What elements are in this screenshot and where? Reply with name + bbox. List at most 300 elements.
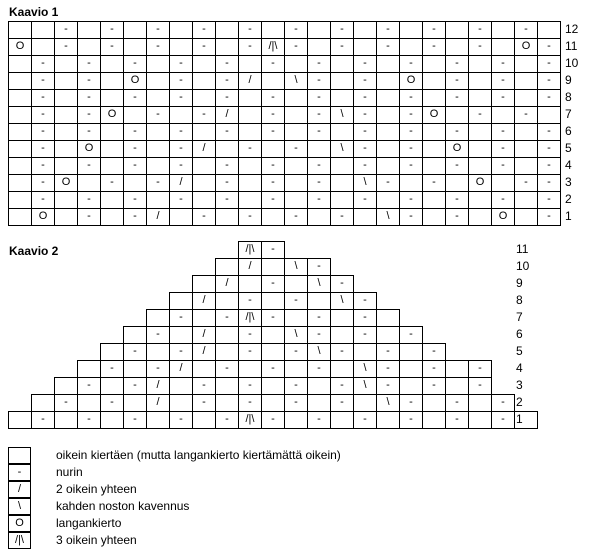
chart1-stitch-cell: - [31,174,55,192]
chart1-row-number: 3 [565,175,572,189]
chart1-stitch-cell [146,140,170,158]
chart1-row-number: 2 [565,192,572,206]
chart1-stitch-cell: \ [353,174,377,192]
chart2-stitch-cell: - [376,360,400,378]
legend-symbol: O [8,515,31,532]
chart1-stitch-cell: - [238,38,262,56]
chart2-stitch-cell [192,411,216,429]
chart1-stitch-cell [514,157,538,175]
chart2-stitch-cell [468,394,492,412]
chart1-stitch-cell [284,106,308,124]
chart2-stitch-cell: - [399,411,423,429]
chart2-stitch-cell: / [192,343,216,361]
chart1-stitch-cell: O [491,208,515,226]
chart2-stitch-cell: / [146,377,170,395]
chart1-stitch-cell [261,208,285,226]
chart1-stitch-cell [123,38,147,56]
chart1-stitch-cell [491,38,515,56]
chart1-stitch-cell: - [238,140,262,158]
chart2-stitch-cell: / [146,394,170,412]
chart1-row-number: 5 [565,141,572,155]
chart2-stitch-cell [376,309,400,327]
chart2-stitch-cell: - [123,377,147,395]
chart1-stitch-cell [514,72,538,90]
chart1-stitch-cell: - [537,174,561,192]
chart2-stitch-cell [8,411,32,429]
chart2-stitch-cell [261,258,285,276]
chart1-stitch-cell: - [215,174,239,192]
chart2-stitch-cell: - [238,292,262,310]
chart2-stitch-cell [376,411,400,429]
chart1-stitch-cell [376,72,400,90]
chart2-stitch-cell [169,394,193,412]
chart1-stitch-cell: - [537,55,561,73]
legend-symbol: \ [8,498,31,515]
chart1-stitch-cell: - [353,140,377,158]
legend-symbol [8,447,31,464]
chart1-stitch-cell: - [31,157,55,175]
chart1-stitch-cell [238,191,262,209]
chart2-stitch-cell: \ [353,377,377,395]
chart1-stitch-cell [491,174,515,192]
chart1-stitch-cell: - [491,191,515,209]
chart2-stitch-cell: \ [307,275,331,293]
chart2-stitch-cell [307,394,331,412]
chart2-stitch-cell [100,343,124,361]
chart2-stitch-cell: - [261,411,285,429]
chart1-stitch-cell [146,55,170,73]
chart2-stitch-cell: - [238,326,262,344]
chart1-stitch-cell [399,174,423,192]
chart1-stitch-cell [422,140,446,158]
chart1-stitch-cell: - [468,21,492,39]
chart1-stitch-cell: / [238,72,262,90]
chart1-stitch-cell: - [123,55,147,73]
chart2-stitch-cell [192,309,216,327]
chart1-stitch-cell: - [514,174,538,192]
chart1-stitch-cell [238,55,262,73]
chart2-stitch-cell: - [77,411,101,429]
chart1-stitch-cell [54,208,78,226]
chart2-stitch-cell: \ [284,326,308,344]
chart1-stitch-cell: - [307,89,331,107]
chart1-stitch-cell: - [31,191,55,209]
chart1-stitch-cell: - [399,140,423,158]
chart2-stitch-cell [261,343,285,361]
chart2-stitch-cell: - [146,360,170,378]
chart1-stitch-cell [422,208,446,226]
chart2-stitch-cell [215,394,239,412]
chart1-stitch-cell [123,21,147,39]
chart2-stitch-cell: - [353,411,377,429]
chart2-row-number: 7 [516,310,523,324]
chart2-stitch-cell: - [192,394,216,412]
chart1-stitch-cell: - [77,72,101,90]
chart1-stitch-cell: - [353,89,377,107]
chart1-stitch-cell [54,140,78,158]
chart1-stitch-cell: - [123,208,147,226]
chart1-stitch-cell: - [307,123,331,141]
chart1-stitch-cell [491,106,515,124]
chart2-stitch-cell [54,411,78,429]
chart1-stitch-cell: - [31,106,55,124]
chart1-stitch-cell [307,208,331,226]
chart2-stitch-cell [100,377,124,395]
chart1-stitch-cell [261,72,285,90]
chart1-stitch-cell: - [100,174,124,192]
chart1-stitch-cell [376,55,400,73]
chart2-stitch-cell: - [261,360,285,378]
chart1-stitch-cell: - [146,174,170,192]
chart1-stitch-cell: - [330,38,354,56]
chart2-stitch-cell: - [307,326,331,344]
chart1-stitch-cell: - [330,21,354,39]
chart1-stitch-cell [169,38,193,56]
chart1-stitch-cell: \ [330,140,354,158]
chart2-stitch-cell: - [445,394,469,412]
chart2-stitch-cell: - [307,360,331,378]
chart1-stitch-cell: - [261,191,285,209]
chart1-stitch-cell: - [445,191,469,209]
chart2-stitch-cell: - [31,411,55,429]
chart2-stitch-cell: - [376,377,400,395]
chart1-stitch-cell [192,191,216,209]
chart2-stitch-cell [330,326,354,344]
chart1-stitch-cell: - [491,89,515,107]
chart2-stitch-cell [353,394,377,412]
chart2-stitch-cell [215,343,239,361]
chart1-stitch-cell: - [169,157,193,175]
legend-symbol: - [8,464,31,481]
chart1-stitch-cell: - [422,21,446,39]
chart1-stitch-cell [192,89,216,107]
chart1-stitch-cell [514,55,538,73]
chart1-stitch-cell: - [77,123,101,141]
chart1-row-number: 12 [565,22,579,36]
chart2-stitch-cell: /|\ [238,411,262,429]
chart2-row-number: 4 [516,361,523,375]
chart1-stitch-cell: O [77,140,101,158]
chart1-stitch-cell: - [445,55,469,73]
chart1-stitch-cell [238,157,262,175]
chart1-stitch-cell [54,191,78,209]
chart1-stitch-cell [514,191,538,209]
chart1-stitch-cell: - [399,191,423,209]
chart1-stitch-cell: O [100,106,124,124]
chart1-stitch-cell [8,106,32,124]
chart2-stitch-cell: / [192,292,216,310]
chart1-stitch-cell: - [284,38,308,56]
chart1-stitch-cell: - [468,106,492,124]
chart1-stitch-cell: - [261,106,285,124]
chart2-row-number: 5 [516,344,523,358]
chart2-stitch-cell [399,360,423,378]
chart1-stitch-cell: - [491,140,515,158]
chart1-stitch-cell: - [307,174,331,192]
chart2-stitch-cell: - [307,309,331,327]
chart1-stitch-cell: - [330,208,354,226]
chart2-stitch-cell [31,394,55,412]
chart1-stitch-cell [353,21,377,39]
chart2-stitch-cell: - [100,360,124,378]
chart1-stitch-cell: - [445,123,469,141]
chart1-stitch-cell: - [238,21,262,39]
chart2-stitch-cell [284,309,308,327]
chart1-stitch-cell: - [537,89,561,107]
chart1-stitch-cell [422,72,446,90]
chart2-stitch-cell [215,258,239,276]
chart1-stitch-cell: O [8,38,32,56]
chart1-stitch-cell [215,38,239,56]
chart2-stitch-cell: - [422,360,446,378]
chart1-stitch-cell [284,55,308,73]
chart2-stitch-cell: - [215,309,239,327]
chart2-stitch-cell [169,326,193,344]
chart2-stitch-cell: / [192,326,216,344]
chart2-stitch-cell [422,411,446,429]
chart1-row-number: 6 [565,124,572,138]
chart1-stitch-cell [192,157,216,175]
chart1-stitch-cell [422,123,446,141]
chart1-stitch-cell: - [399,106,423,124]
chart2-stitch-cell: - [100,394,124,412]
chart1-stitch-cell: - [261,157,285,175]
chart1-stitch-cell [307,21,331,39]
chart1-stitch-cell: - [215,72,239,90]
chart1-stitch-cell: - [146,106,170,124]
chart1-stitch-cell: - [353,123,377,141]
chart1-stitch-cell: - [169,123,193,141]
chart1-stitch-cell [100,140,124,158]
chart1-stitch-cell [8,123,32,141]
chart1-stitch-cell: - [169,72,193,90]
chart1-stitch-cell [445,38,469,56]
chart2-stitch-cell [261,292,285,310]
chart2-stitch-cell [261,377,285,395]
chart2-stitch-cell [169,292,193,310]
chart2-stitch-cell: - [238,394,262,412]
chart1-stitch-cell: - [77,106,101,124]
chart2-stitch-cell: - [238,377,262,395]
chart1-stitch-cell: - [491,72,515,90]
chart1-stitch-cell [8,174,32,192]
chart1-stitch-cell [100,72,124,90]
chart2-stitch-cell [422,394,446,412]
chart2-stitch-cell [330,360,354,378]
chart2-stitch-cell: - [284,377,308,395]
chart2-stitch-cell [215,377,239,395]
chart1-stitch-cell: - [376,21,400,39]
chart2-stitch-cell [238,275,262,293]
chart2-stitch-cell [284,411,308,429]
chart1-stitch-cell [445,174,469,192]
chart1-stitch-cell: - [307,191,331,209]
chart1-stitch-cell: - [169,191,193,209]
chart2-stitch-cell [146,309,170,327]
chart1-stitch-cell [537,106,561,124]
chart2-stitch-cell [100,411,124,429]
chart1-stitch-cell [537,21,561,39]
chart1-stitch-cell [54,72,78,90]
chart1-stitch-cell [445,106,469,124]
chart1-stitch-cell [169,208,193,226]
chart2-stitch-cell: - [215,411,239,429]
chart1-stitch-cell [330,72,354,90]
chart1-stitch-cell [77,21,101,39]
chart2-stitch-cell [77,360,101,378]
chart1-stitch-cell [284,174,308,192]
chart2-stitch-cell: - [77,377,101,395]
chart1-stitch-cell [491,21,515,39]
chart1-stitch-cell: - [376,38,400,56]
chart1-stitch-cell: - [169,55,193,73]
chart1-stitch-cell: - [284,208,308,226]
chart1-stitch-cell [307,38,331,56]
chart2-stitch-cell: - [330,343,354,361]
chart2-stitch-cell: - [330,275,354,293]
chart1-stitch-cell [330,55,354,73]
chart1-stitch-cell [330,89,354,107]
chart2-stitch-cell: - [261,309,285,327]
chart2-row-number: 1 [516,412,523,426]
chart1-stitch-cell [54,55,78,73]
chart1-stitch-cell: - [100,21,124,39]
chart1-stitch-cell: - [192,21,216,39]
chart1-stitch-cell: - [215,157,239,175]
chart2-stitch-cell [215,292,239,310]
chart1-stitch-cell: - [146,21,170,39]
chart1-stitch-cell: - [31,89,55,107]
chart1-stitch-cell: - [537,140,561,158]
chart1-stitch-cell: - [284,140,308,158]
chart2-stitch-cell: - [330,377,354,395]
chart1-stitch-cell: - [445,157,469,175]
chart1-stitch-cell [8,89,32,107]
chart2-row-number: 10 [516,259,530,273]
chart1-stitch-cell: - [537,191,561,209]
chart1-stitch-cell: - [77,208,101,226]
chart1-stitch-cell: - [422,38,446,56]
chart1-stitch-cell: - [284,21,308,39]
chart1-stitch-cell [100,55,124,73]
chart1-stitch-cell [192,55,216,73]
chart1-stitch-cell: - [215,55,239,73]
chart1-stitch-cell [376,123,400,141]
chart2-stitch-cell: - [376,343,400,361]
chart1-stitch-cell: O [514,38,538,56]
chart1-stitch-cell: - [31,72,55,90]
chart1-stitch-cell: - [399,89,423,107]
chart2-stitch-cell: - [468,377,492,395]
chart1-stitch-cell: \ [330,106,354,124]
chart1-stitch-cell [100,157,124,175]
chart1-stitch-cell [284,123,308,141]
chart1-stitch-cell: - [445,208,469,226]
chart1-stitch-cell [146,191,170,209]
chart2-stitch-cell [146,411,170,429]
chart2-stitch-cell: - [399,326,423,344]
chart1-stitch-cell [422,157,446,175]
chart1-stitch-cell: - [491,157,515,175]
chart1-stitch-cell: \ [284,72,308,90]
chart1-stitch-cell [8,55,32,73]
chart1-stitch-cell [146,157,170,175]
chart2-stitch-cell [376,326,400,344]
chart1-stitch-cell [468,140,492,158]
chart1-stitch-cell: O [422,106,446,124]
chart2-stitch-cell [445,377,469,395]
chart2-stitch-cell: - [307,258,331,276]
chart1-stitch-cell: - [123,123,147,141]
chart1-stitch-cell: - [399,55,423,73]
chart2-stitch-cell: /|\ [238,241,262,259]
chart1-stitch-cell: - [537,72,561,90]
chart1-stitch-cell [468,208,492,226]
chart1-stitch-cell [215,140,239,158]
chart1-stitch-cell [77,174,101,192]
chart2-stitch-cell: - [284,292,308,310]
chart1-stitch-cell: - [537,157,561,175]
chart1-stitch-cell: - [445,89,469,107]
chart1-stitch-cell [215,21,239,39]
chart1-stitch-cell [31,38,55,56]
chart1-stitch-cell [146,89,170,107]
chart1-stitch-cell [399,38,423,56]
chart1-stitch-cell [100,191,124,209]
chart1-stitch-cell [330,123,354,141]
legend-description: kahden noston kavennus [56,499,190,513]
legend-description: oikein kiertäen (mutta langankierto kiertämättä oikein) [56,448,341,462]
chart1-stitch-cell: - [307,55,331,73]
chart2-stitch-cell: - [330,394,354,412]
chart1-stitch-cell [215,208,239,226]
chart2-stitch-cell: - [491,411,515,429]
chart1-stitch-cell: - [491,123,515,141]
chart2-stitch-cell: \ [307,343,331,361]
chart1-stitch-cell [422,55,446,73]
chart1-stitch-cell: O [468,174,492,192]
chart1-stitch-cell [77,38,101,56]
chart1-stitch-cell [54,106,78,124]
chart1-stitch-cell [376,89,400,107]
chart2-stitch-cell: - [284,394,308,412]
chart2-stitch-cell [123,394,147,412]
chart1-stitch-cell: - [192,208,216,226]
chart1-stitch-cell [422,191,446,209]
chart1-stitch-cell: - [307,72,331,90]
chart1-stitch-cell: - [54,38,78,56]
chart1-stitch-cell: - [169,140,193,158]
chart2-stitch-cell [445,360,469,378]
chart1-stitch-cell: - [123,157,147,175]
chart1-stitch-cell [468,157,492,175]
chart2-stitch-cell: \ [284,258,308,276]
chart2-stitch-cell: - [123,343,147,361]
chart1-stitch-cell: - [100,38,124,56]
chart1-stitch-cell: - [353,72,377,90]
chart1-stitch-cell [261,140,285,158]
chart1-stitch-cell [330,174,354,192]
chart1-stitch-cell [307,140,331,158]
chart1-stitch-cell [238,89,262,107]
chart2-stitch-cell: - [284,343,308,361]
chart1-stitch-cell: - [514,106,538,124]
chart2-stitch-cell [54,377,78,395]
chart1-stitch-cell [399,21,423,39]
chart1-stitch-cell [8,21,32,39]
chart1-row-number: 1 [565,209,572,223]
chart1-stitch-cell [8,140,32,158]
